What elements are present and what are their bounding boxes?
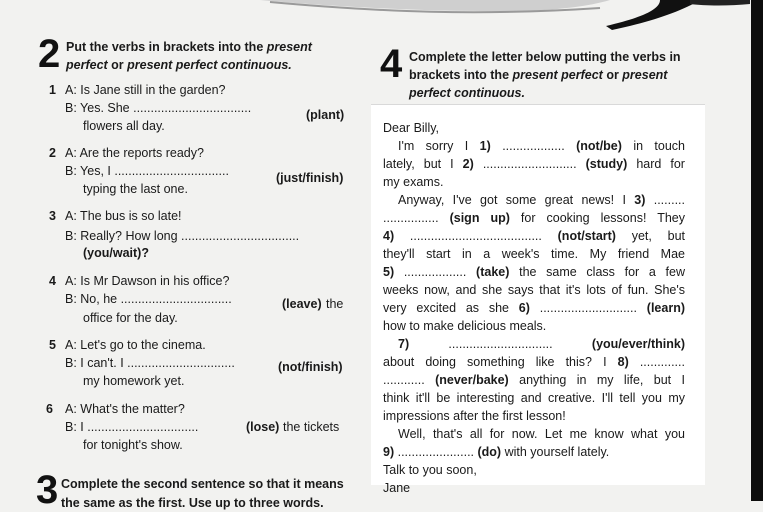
item-line-b2: office for the day.: [83, 311, 178, 325]
letter-closing: Talk to you soon,: [383, 463, 477, 477]
letter-text: Anyway, I've got some great news! I: [398, 193, 626, 207]
gap-dots: ..............................: [448, 337, 553, 351]
gap-verb: (you/ever/think): [591, 337, 685, 351]
item-number: 2: [49, 146, 56, 160]
item-line-b-tail: the: [326, 297, 344, 311]
gap-number: 8): [617, 355, 629, 369]
instruction-italic: perfect: [66, 58, 108, 72]
letter-line: Well, that's all for now. Let me know what you: [398, 427, 685, 441]
letter-text: about doing something like this? I: [383, 355, 607, 369]
letter-line: [398, 191, 685, 209]
gap-verb: (take): [476, 265, 510, 279]
item-line-b: B: Yes. She ..................................: [65, 101, 252, 115]
instruction-text: Complete the letter below putting the verbs in: [409, 50, 681, 64]
gap-number: 9): [383, 445, 395, 459]
item-line-b2: my homework yet.: [83, 374, 185, 388]
item-number: 4: [49, 274, 56, 288]
instruction-italic: present perfect continuous.: [127, 58, 292, 72]
item-line-b: B: Really? How long ..................................: [65, 229, 300, 243]
item-verb: (lose): [246, 420, 280, 434]
exercise-3-instruction-line2: the same as the first. Use up to three words.: [61, 496, 324, 510]
letter-text: the same class for a few: [519, 265, 685, 279]
item-line-a: A: Is Jane still in the garden?: [65, 83, 226, 97]
gap-dots: ...........................: [482, 157, 577, 171]
instruction-italic: present: [266, 40, 312, 54]
letter-text: I'm sorry I: [398, 139, 469, 153]
gap-number: 1): [479, 139, 491, 153]
item-verb: (plant): [306, 108, 345, 122]
item-line-b: B: No, he ................................: [65, 292, 232, 306]
item-line-a: A: Let's go to the cinema.: [65, 338, 206, 352]
item-verb: (not/finish): [278, 360, 343, 374]
instruction-italic: present: [622, 68, 668, 82]
gap-number: 6): [518, 301, 530, 315]
letter-line: my exams.: [383, 175, 444, 189]
gap-dots: ............................: [539, 301, 637, 315]
gap-dots: ......................................: [409, 229, 542, 243]
letter-text: with yourself lately.: [504, 445, 610, 459]
instruction-text: brackets into the: [409, 68, 510, 82]
instruction-italic: present perfect: [512, 68, 603, 82]
letter-line: [383, 443, 685, 461]
item-line-b: B: I can't. I ...............................: [65, 356, 235, 370]
exercise-3-number: 3: [36, 468, 59, 512]
letter-text: lately, but I: [383, 157, 454, 171]
gap-dots: .............: [639, 355, 685, 369]
letter-text: yet, but: [631, 229, 686, 243]
item-line-b2: flowers all day.: [83, 119, 165, 133]
exercise-2-number: 2: [38, 32, 61, 76]
page-edge-shadow: [751, 0, 763, 501]
exercise-2-instruction: [66, 38, 356, 74]
item-verb: (leave): [282, 297, 322, 311]
item-line-b: B: I ................................: [65, 420, 199, 434]
letter-text: anything in my life, but I: [519, 373, 685, 387]
gap-number: 3): [634, 193, 646, 207]
letter-line: weeks now, and she says that it's lots of fun. She's: [383, 283, 685, 297]
letter-line: [383, 155, 685, 173]
item-number: 3: [49, 209, 56, 223]
item-line-b: B: Yes, I .................................: [65, 164, 229, 178]
gap-verb: (learn): [646, 301, 685, 315]
gap-verb: (not/start): [557, 229, 616, 243]
letter-greeting: Dear Billy,: [383, 121, 440, 135]
item-line-b2: for tonight's show.: [83, 438, 183, 452]
item-line-a: A: What's the matter?: [65, 402, 185, 416]
letter-line: [398, 137, 685, 155]
item-line-a: A: Is Mr Dawson in his office?: [65, 274, 230, 288]
gap-dots: ................: [383, 211, 439, 225]
gap-verb: (sign up): [449, 211, 510, 225]
letter-line: [398, 335, 685, 353]
item-verb: (just/finish): [276, 171, 344, 185]
letter-text: for cooking lessons! They: [520, 211, 686, 225]
gap-verb: (not/be): [576, 139, 622, 153]
gap-dots: ......................: [397, 445, 475, 459]
item-line-a: A: The bus is so late!: [65, 209, 182, 223]
exercise-4-instruction: [409, 48, 709, 102]
letter-line: [383, 299, 685, 317]
instruction-text: or: [606, 68, 619, 82]
letter-signature: Jane: [383, 481, 411, 495]
exercise-4-number: 4: [380, 42, 403, 86]
instruction-italic: perfect continuous.: [409, 86, 525, 100]
instruction-text: or: [111, 58, 124, 72]
letter-line: impressions after the first lesson!: [383, 409, 566, 423]
letter-line: [383, 353, 685, 371]
letter-text: very excited as she: [383, 301, 509, 315]
instruction-text: Put the verbs in brackets into the: [66, 40, 264, 54]
gap-number: 4): [383, 229, 395, 243]
item-number: 6: [46, 402, 53, 416]
gap-dots: ............: [383, 373, 425, 387]
letter-line: how to make delicious meals.: [383, 319, 547, 333]
gap-number: 5): [383, 265, 395, 279]
letter-line: [383, 263, 685, 281]
item-verb: (you/wait)?: [83, 246, 149, 260]
page-header-swoosh: [0, 0, 763, 36]
letter-line: [383, 371, 685, 389]
item-number: 1: [49, 83, 56, 97]
letter-text: hard for: [636, 157, 685, 171]
item-line-b-tail: the tickets: [283, 420, 340, 434]
item-line-a: A: Are the reports ready?: [65, 146, 204, 160]
item-line-b2: typing the last one.: [83, 182, 188, 196]
gap-number: 2): [462, 157, 474, 171]
exercise-3-instruction-cut: [60, 490, 360, 510]
item-number: 5: [49, 338, 56, 352]
gap-number: 7): [398, 337, 410, 351]
letter-line: think it'll be interesting and creative. I'll tell you my: [383, 391, 685, 405]
letter-text: in touch: [633, 139, 685, 153]
exercise-3-instruction: Complete the second sentence so that it means: [61, 477, 344, 491]
letter-line: they'll start in a week's time. My friend Mae: [383, 247, 685, 261]
gap-verb: (study): [585, 157, 628, 171]
gap-dots: .........: [653, 193, 685, 207]
letter-line: [383, 209, 685, 227]
gap-verb: (never/bake): [435, 373, 509, 387]
letter-line: [383, 227, 685, 245]
gap-dots: ..................: [502, 139, 565, 153]
gap-dots: ..................: [403, 265, 467, 279]
gap-verb: (do): [477, 445, 502, 459]
